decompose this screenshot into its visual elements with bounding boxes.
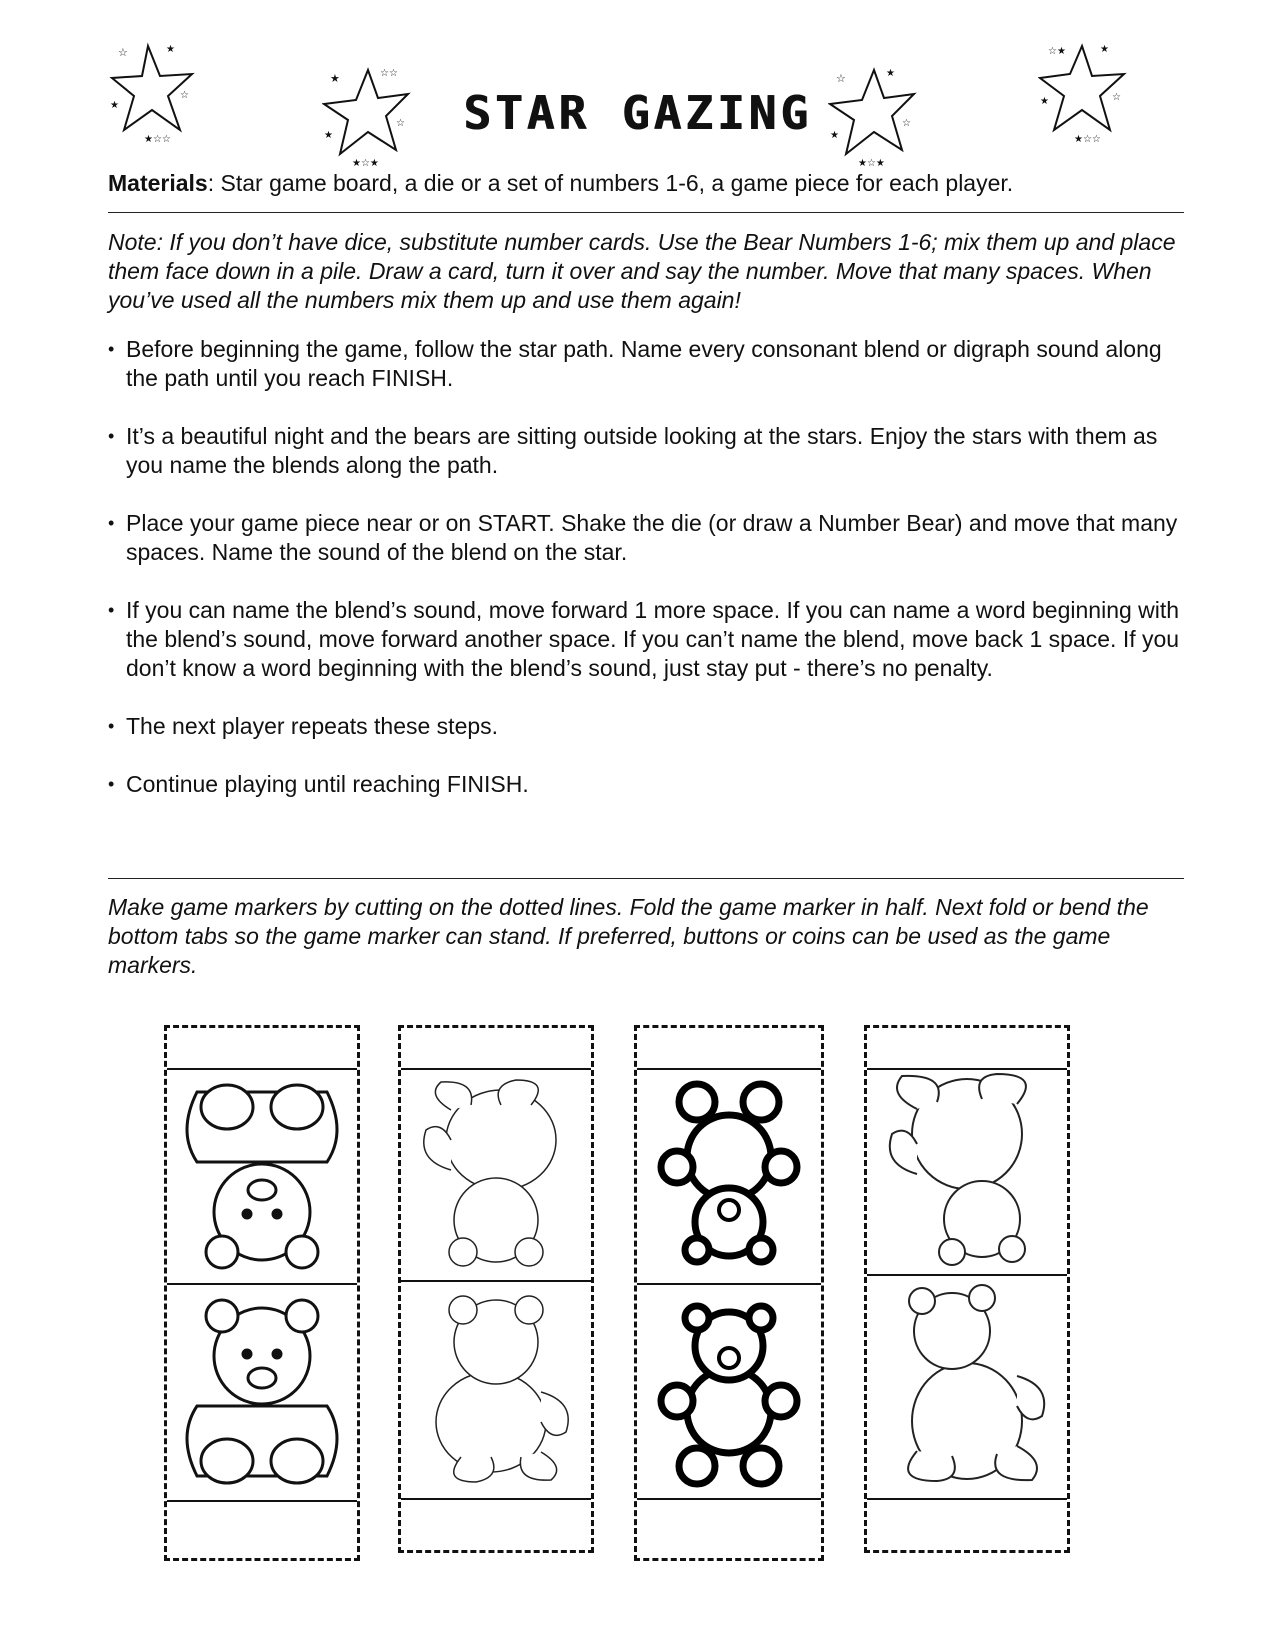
svg-text:★☆★: ★☆★ bbox=[352, 158, 379, 169]
bear-upside-down-icon bbox=[637, 1070, 821, 1282]
svg-text:★: ★ bbox=[110, 100, 119, 111]
bear-sitting-icon bbox=[401, 1282, 591, 1496]
rule-item: • Place your game piece near or on START. Shake the die (or draw a Number Bear) and move that many spaces. Name the sound of the blend on the star. bbox=[108, 509, 1188, 567]
svg-text:★: ★ bbox=[330, 73, 340, 85]
bear-sitting-icon bbox=[867, 1276, 1067, 1496]
rule-item: • Before beginning the game, follow the star path. Name every consonant blend or digraph sound along the path until you reach FINISH. bbox=[108, 335, 1188, 393]
svg-text:★: ★ bbox=[830, 130, 839, 141]
bear-upside-down-icon bbox=[401, 1070, 591, 1280]
divider bbox=[108, 212, 1184, 213]
bear-sitting-icon bbox=[637, 1286, 821, 1496]
svg-text:★: ★ bbox=[324, 130, 333, 141]
svg-text:☆: ☆ bbox=[180, 90, 189, 101]
dice-note: Note: If you don’t have dice, substitute number cards. Use the Bear Numbers 1-6; mix them up and place them face down in a pile. Draw a card, turn it over and say the number. Move that many spaces. When you’ve used all the numbers mix them up and use them again! bbox=[108, 229, 1176, 313]
bear-sitting-outline-marker bbox=[398, 1025, 594, 1553]
bear-bold-outline-marker bbox=[634, 1025, 824, 1561]
rule-item: • If you can name the blend’s sound, move forward 1 more space. If you can name a word beginning with the blend’s sound, move forward another space. If you can’t name the blend, move back 1 space. If you don’t know a word beginning with the blend’s sound, just stay put - there’s no penalty. bbox=[108, 596, 1188, 683]
marker-instructions: Make game markers by cutting on the dotted lines. Fold the game marker in half. Next fold or bend the bottom tabs so the game marker can stand. If preferred, buttons or coins can be used as the game markers. bbox=[108, 894, 1149, 978]
svg-text:★☆☆: ★☆☆ bbox=[144, 134, 171, 145]
bear-sitting-icon bbox=[167, 1286, 357, 1498]
svg-text:★: ★ bbox=[886, 68, 895, 79]
svg-text:☆: ☆ bbox=[118, 47, 128, 59]
svg-text:☆☆: ☆☆ bbox=[380, 68, 398, 79]
bear-plush-marker bbox=[864, 1025, 1070, 1553]
svg-text:★: ★ bbox=[1040, 96, 1049, 107]
svg-text:☆: ☆ bbox=[396, 118, 405, 129]
svg-text:☆: ☆ bbox=[836, 73, 846, 85]
svg-text:☆: ☆ bbox=[902, 118, 911, 129]
bear-upside-down-icon bbox=[867, 1070, 1067, 1274]
svg-text:☆: ☆ bbox=[1112, 92, 1121, 103]
bear-paws-marker bbox=[164, 1025, 360, 1561]
page-title: STAR GAZING bbox=[463, 86, 812, 140]
svg-text:★: ★ bbox=[166, 44, 175, 55]
rule-item: • It’s a beautiful night and the bears are sitting outside looking at the stars. Enjoy the stars with them as you name the blends along the path. bbox=[108, 422, 1188, 480]
rules-list bbox=[108, 335, 1188, 828]
bear-upside-down-icon bbox=[167, 1070, 357, 1282]
svg-text:★: ★ bbox=[1100, 44, 1109, 55]
svg-text:★☆★: ★☆★ bbox=[858, 158, 885, 169]
divider bbox=[108, 878, 1184, 879]
rule-item: • The next player repeats these steps. bbox=[108, 712, 1188, 741]
rule-item: • Continue playing until reaching FINISH. bbox=[108, 770, 1188, 799]
materials-text: : Star game board, a die or a set of numbers 1-6, a game piece for each player. bbox=[207, 170, 1014, 196]
svg-text:★☆☆: ★☆☆ bbox=[1074, 134, 1101, 145]
svg-text:☆★: ☆★ bbox=[1048, 46, 1066, 57]
materials-label: Materials bbox=[108, 170, 208, 196]
materials-line bbox=[108, 170, 1188, 197]
